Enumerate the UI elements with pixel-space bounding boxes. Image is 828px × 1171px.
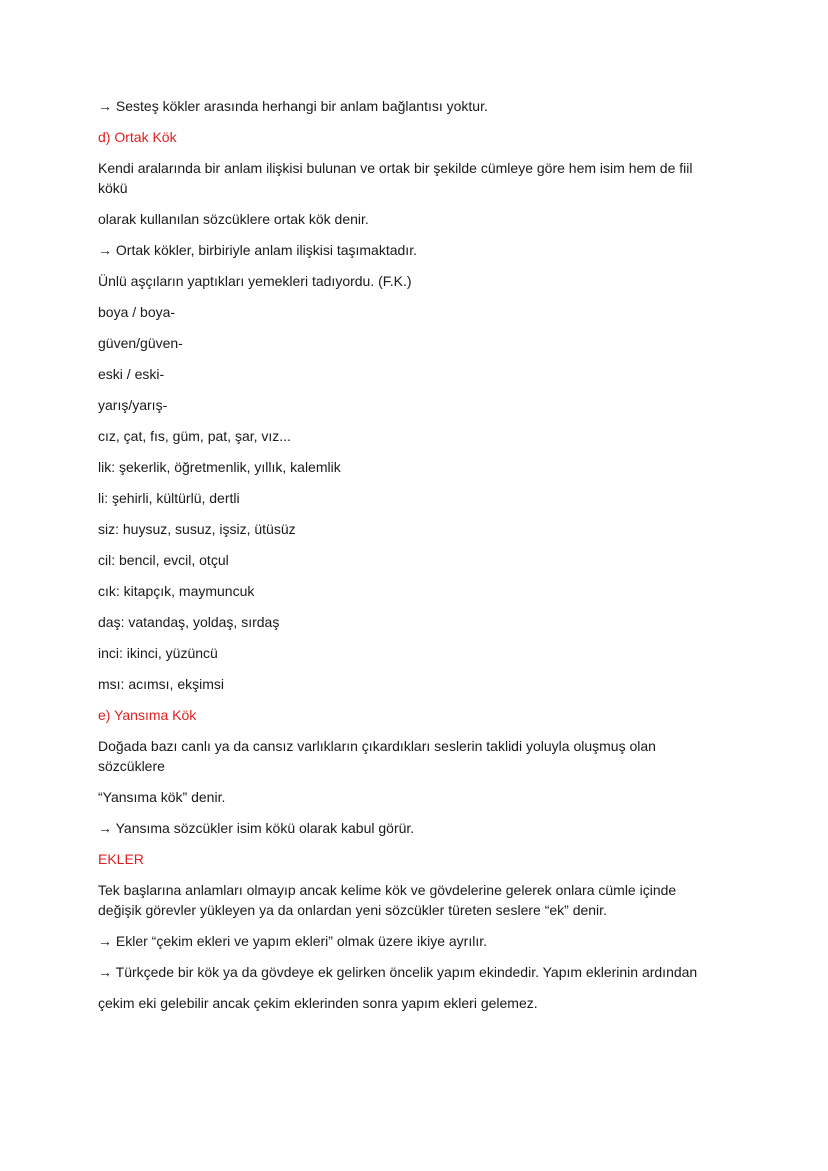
text-line: → Ortak kökler, birbiriyle anlam ilişkisi taşımaktadır. xyxy=(98,242,417,258)
example-line: eski / eski- xyxy=(98,366,165,382)
text-line: değişik görevler yükleyen ya da onlardan yeni sözcükler türeten seslere “ek” denir. xyxy=(98,902,607,918)
text-line: Kendi aralarında bir anlam ilişkisi bulunan ve ortak bir şekilde cümleye göre hem isim hem de fiil xyxy=(98,160,693,176)
text-line: olarak kullanılan sözcüklere ortak kök denir. xyxy=(98,211,369,227)
suffix-example: daş: vatandaş, yoldaş, sırdaş xyxy=(98,614,280,630)
example-line: güven/güven- xyxy=(98,335,183,351)
text-line: → Sesteş kökler arasında herhangi bir anlam bağlantısı yoktur. xyxy=(98,98,488,114)
suffix-example: siz: huysuz, susuz, işsiz, ütüsüz xyxy=(98,521,296,537)
section-heading-yansima-kok: e) Yansıma Kök xyxy=(98,707,197,723)
suffix-example: lik: şekerlik, öğretmenlik, yıllık, kalemlik xyxy=(98,459,341,475)
text-line: → Türkçede bir kök ya da gövdeye ek gelirken öncelik yapım ekindedir. Yapım eklerinin ardından xyxy=(98,964,698,980)
suffix-example: inci: ikinci, yüzüncü xyxy=(98,645,218,661)
text-line: → Yansıma sözcükler isim kökü olarak kabul görür. xyxy=(98,820,415,836)
document-page xyxy=(98,96,738,1024)
text-line: sözcüklere xyxy=(98,758,165,774)
text-line: çekim eki gelebilir ancak çekim eklerinden sonra yapım ekleri gelemez. xyxy=(98,995,538,1011)
section-heading-ortak-kok: d) Ortak Kök xyxy=(98,129,177,145)
suffix-example: li: şehirli, kültürlü, dertli xyxy=(98,490,240,506)
example-line: yarış/yarış- xyxy=(98,397,168,413)
example-line: cız, çat, fıs, güm, pat, şar, vız... xyxy=(98,428,291,444)
text-line: Tek başlarına anlamları olmayıp ancak kelime kök ve gövdelerine gelerek onlara cümle içinde xyxy=(98,882,677,898)
section-heading-ekler: EKLER xyxy=(98,851,144,867)
example-sentence: Ünlü aşçıların yaptıkları yemekleri tadıyordu. (F.K.) xyxy=(98,273,412,289)
suffix-example: cık: kitapçık, maymuncuk xyxy=(98,583,255,599)
suffix-example: cil: bencil, evcil, otçul xyxy=(98,552,229,568)
suffix-example: msı: acımsı, ekşimsi xyxy=(98,676,225,692)
text-line: “Yansıma kök” denir. xyxy=(98,789,226,805)
example-line: boya / boya- xyxy=(98,304,176,320)
text-line: kökü xyxy=(98,180,128,196)
text-line: Doğada bazı canlı ya da cansız varlıkların çıkardıkları seslerin taklidi yoluyla oluşmuş olan xyxy=(98,738,656,754)
text-line: → Ekler “çekim ekleri ve yapım ekleri” olmak üzere ikiye ayrılır. xyxy=(98,933,487,949)
